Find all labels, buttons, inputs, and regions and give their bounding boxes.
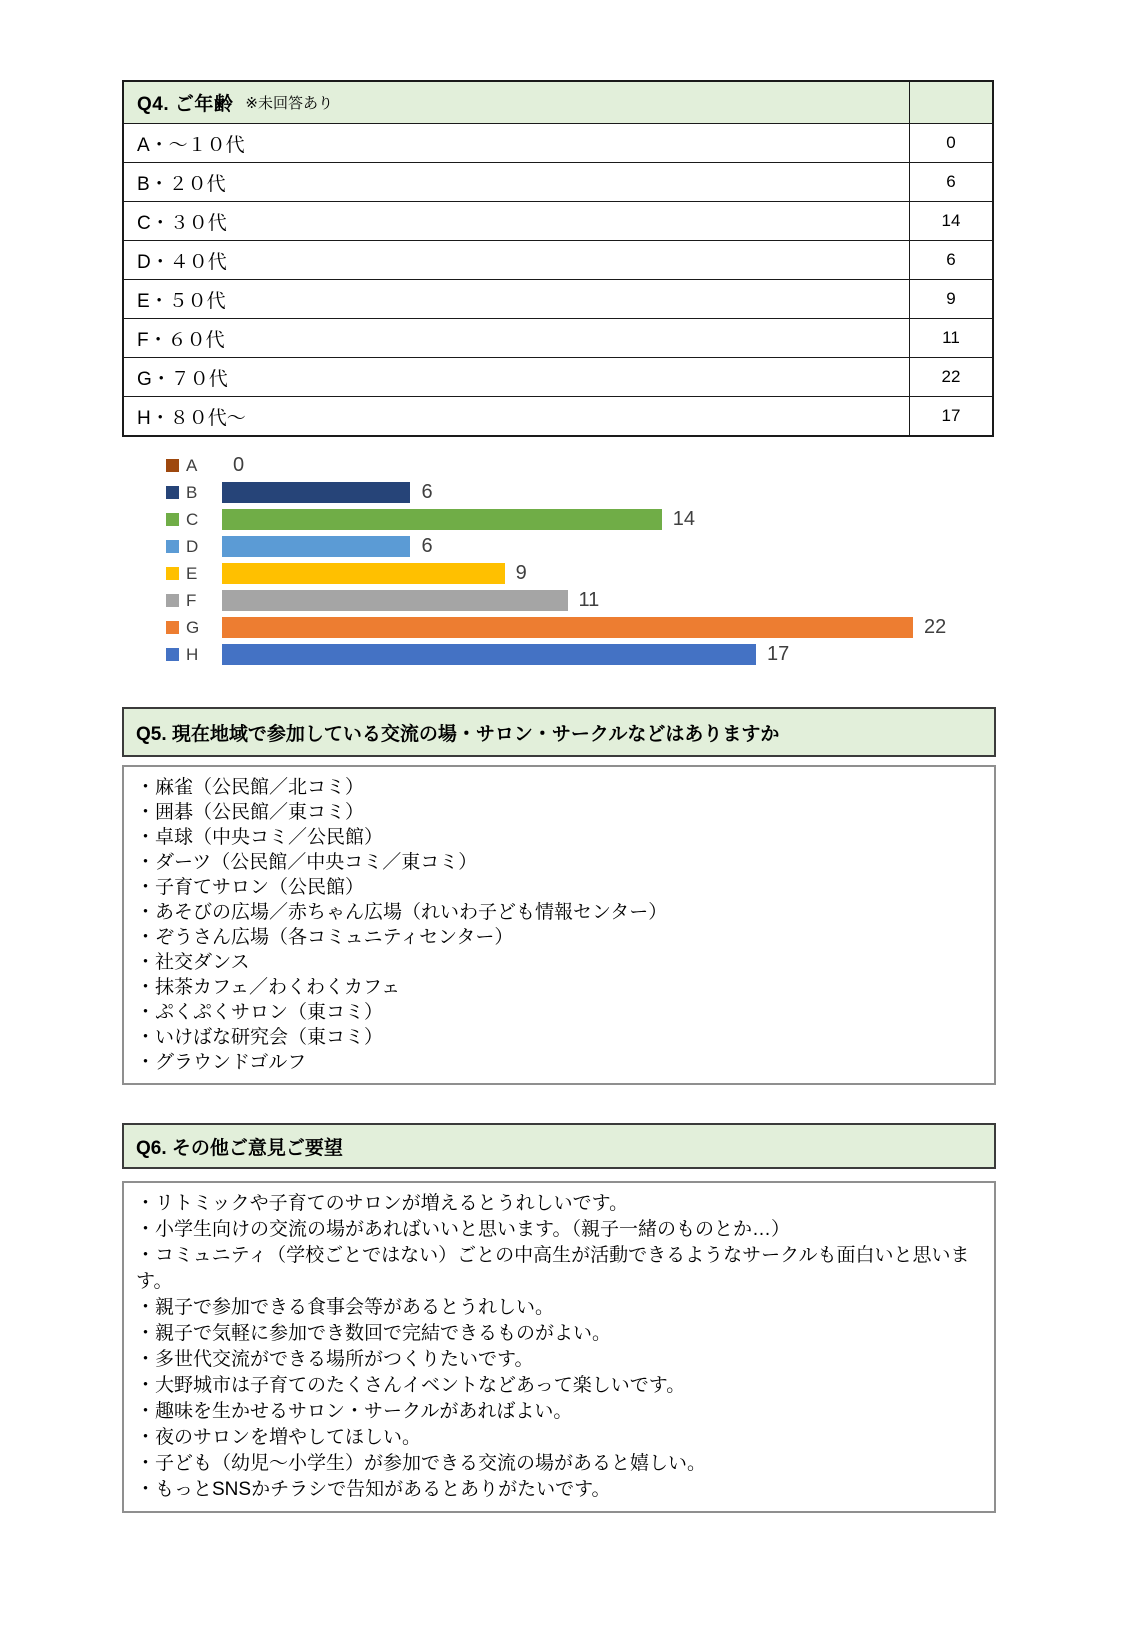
legend-label: A bbox=[186, 455, 198, 475]
bar-value-label: 14 bbox=[672, 508, 695, 530]
row-value: 14 bbox=[941, 211, 961, 230]
chart-row bbox=[160, 587, 990, 614]
q4-header-title: Q4. ご年齢 bbox=[137, 94, 234, 115]
table-row bbox=[124, 357, 992, 396]
row-label: F・６０代 bbox=[124, 319, 910, 357]
legend-swatch-e-icon bbox=[166, 567, 179, 580]
list-item: ・夜のサロンを増やしてほしい。 bbox=[136, 1427, 422, 1448]
bar-track bbox=[222, 560, 990, 587]
row-label: G・７０代 bbox=[124, 358, 910, 396]
q6-answer-box bbox=[122, 1181, 996, 1513]
bar-track bbox=[222, 587, 990, 614]
bar-value-label: 17 bbox=[766, 643, 790, 665]
list-item: ・ぞうさん広場（各コミュニティセンター） bbox=[136, 927, 514, 948]
q6-header: Q6. その他ご意見ご要望 bbox=[122, 1123, 996, 1169]
legend-swatch-g-icon bbox=[166, 621, 179, 634]
list-item: ・ぷくぷくサロン（東コミ） bbox=[136, 1002, 384, 1023]
legend-label: D bbox=[186, 536, 199, 556]
list-item: ・小学生向けの交流の場があればいいと思います。（親子一緒のものとか…） bbox=[136, 1219, 790, 1240]
bar-track bbox=[222, 506, 990, 533]
q5-answer-box bbox=[122, 765, 996, 1085]
q4-table-header-cell bbox=[124, 82, 910, 123]
list-item: ・リトミックや子育てのサロンが増えるとうれしいです。 bbox=[136, 1193, 629, 1214]
list-item: ・グラウンドゴルフ bbox=[136, 1052, 307, 1073]
bar-c bbox=[222, 509, 662, 530]
table-row bbox=[124, 123, 992, 162]
legend-label: E bbox=[186, 563, 198, 583]
q5-header: Q5. 現在地域で参加している交流の場・サロン・サークルなどはありますか bbox=[122, 707, 996, 757]
legend-swatch-b-icon bbox=[166, 486, 179, 499]
row-label: H・８０代～ bbox=[124, 397, 910, 435]
legend-swatch-c-icon bbox=[166, 513, 179, 526]
list-item: ・いけばな研究会（東コミ） bbox=[136, 1027, 384, 1048]
legend-label: H bbox=[186, 644, 199, 664]
list-item: ・子ども（幼児～小学生）が参加できる交流の場があると嬉しい。 bbox=[136, 1453, 707, 1474]
list-item: ・親子で参加できる食事会等があるとうれしい。 bbox=[136, 1297, 555, 1318]
legend-label: B bbox=[186, 482, 198, 502]
bar-h bbox=[222, 644, 756, 665]
bar-f bbox=[222, 590, 568, 611]
legend-label: C bbox=[186, 509, 199, 529]
list-item: ・麻雀（公民館／北コミ） bbox=[136, 777, 365, 798]
list-item: ・抹茶カフェ／わくわくカフェ bbox=[136, 977, 401, 998]
bar-value-label: 0 bbox=[233, 454, 245, 476]
bar-track bbox=[222, 614, 990, 641]
legend-swatch-d-icon bbox=[166, 540, 179, 553]
bar-value-label: 6 bbox=[421, 535, 433, 557]
list-item: ・多世代交流ができる場所がつくりたいです。 bbox=[136, 1349, 534, 1370]
q4-table-header-row bbox=[124, 82, 992, 123]
chart-row bbox=[160, 641, 990, 668]
chart-row bbox=[160, 533, 990, 560]
bar-b bbox=[222, 482, 410, 503]
list-item: ・卓球（中央コミ／公民館） bbox=[136, 827, 384, 848]
row-value: 6 bbox=[946, 250, 956, 269]
list-item: ・もっとSNSかチラシで告知があるとありがたいです。 bbox=[136, 1479, 611, 1500]
bar-g bbox=[222, 617, 913, 638]
legend-swatch-h-icon bbox=[166, 648, 179, 661]
list-item: ・趣味を生かせるサロン・サークルがあればよい。 bbox=[136, 1401, 573, 1422]
bar-value-label: 6 bbox=[421, 481, 433, 503]
legend-swatch-f-icon bbox=[166, 594, 179, 607]
bar-track bbox=[222, 479, 990, 506]
chart-row bbox=[160, 479, 990, 506]
q4-header-note: ※未回答あり bbox=[245, 95, 333, 112]
chart-row bbox=[160, 560, 990, 587]
list-item: ・コミュニティ（学校ごとではない）ごとの中高生が活動できるようなサークルも面白いと思います。 bbox=[136, 1245, 970, 1292]
chart-row bbox=[160, 452, 990, 479]
q4-table-header-value-cell bbox=[910, 82, 992, 123]
bar-track bbox=[222, 452, 990, 479]
bar-value-label: 9 bbox=[515, 562, 527, 584]
row-value: 22 bbox=[941, 367, 961, 386]
bar-d bbox=[222, 536, 410, 557]
legend-swatch-a-icon bbox=[166, 459, 179, 472]
table-row bbox=[124, 240, 992, 279]
row-label: D・４０代 bbox=[124, 241, 910, 279]
row-value: 11 bbox=[942, 328, 960, 347]
row-label: A・～１０代 bbox=[124, 124, 910, 162]
table-row bbox=[124, 162, 992, 201]
table-row bbox=[124, 279, 992, 318]
bar-track bbox=[222, 641, 990, 668]
legend-label: G bbox=[186, 617, 200, 637]
list-item: ・大野城市は子育てのたくさんイベントなどあって楽しいです。 bbox=[136, 1375, 686, 1396]
row-value: 0 bbox=[946, 133, 956, 152]
q4-chart bbox=[160, 452, 990, 668]
list-item: ・あそびの広場／赤ちゃん広場（れいわ子ども情報センター） bbox=[136, 902, 668, 923]
chart-row bbox=[160, 506, 990, 533]
chart-row bbox=[160, 614, 990, 641]
bar-value-label: 22 bbox=[924, 616, 947, 638]
list-item: ・社交ダンス bbox=[136, 952, 250, 973]
row-value: 9 bbox=[946, 289, 956, 308]
row-value: 17 bbox=[941, 406, 961, 425]
legend-label: F bbox=[186, 590, 197, 610]
row-value: 6 bbox=[946, 172, 956, 191]
list-item: ・子育てサロン（公民館） bbox=[136, 877, 365, 898]
q4-table bbox=[122, 80, 994, 437]
list-item: ・ダーツ（公民館／中央コミ／東コミ） bbox=[136, 852, 478, 873]
bar-e bbox=[222, 563, 505, 584]
table-row bbox=[124, 201, 992, 240]
row-label: B・２０代 bbox=[124, 163, 910, 201]
list-item: ・親子で気軽に参加でき数回で完結できるものがよい。 bbox=[136, 1323, 612, 1344]
row-label: E・５０代 bbox=[124, 280, 910, 318]
table-row bbox=[124, 318, 992, 357]
table-row bbox=[124, 396, 992, 435]
row-label: C・３０代 bbox=[124, 202, 910, 240]
bar-track bbox=[222, 533, 990, 560]
bar-value-label: 11 bbox=[578, 589, 600, 611]
list-item: ・囲碁（公民館／東コミ） bbox=[136, 802, 365, 823]
